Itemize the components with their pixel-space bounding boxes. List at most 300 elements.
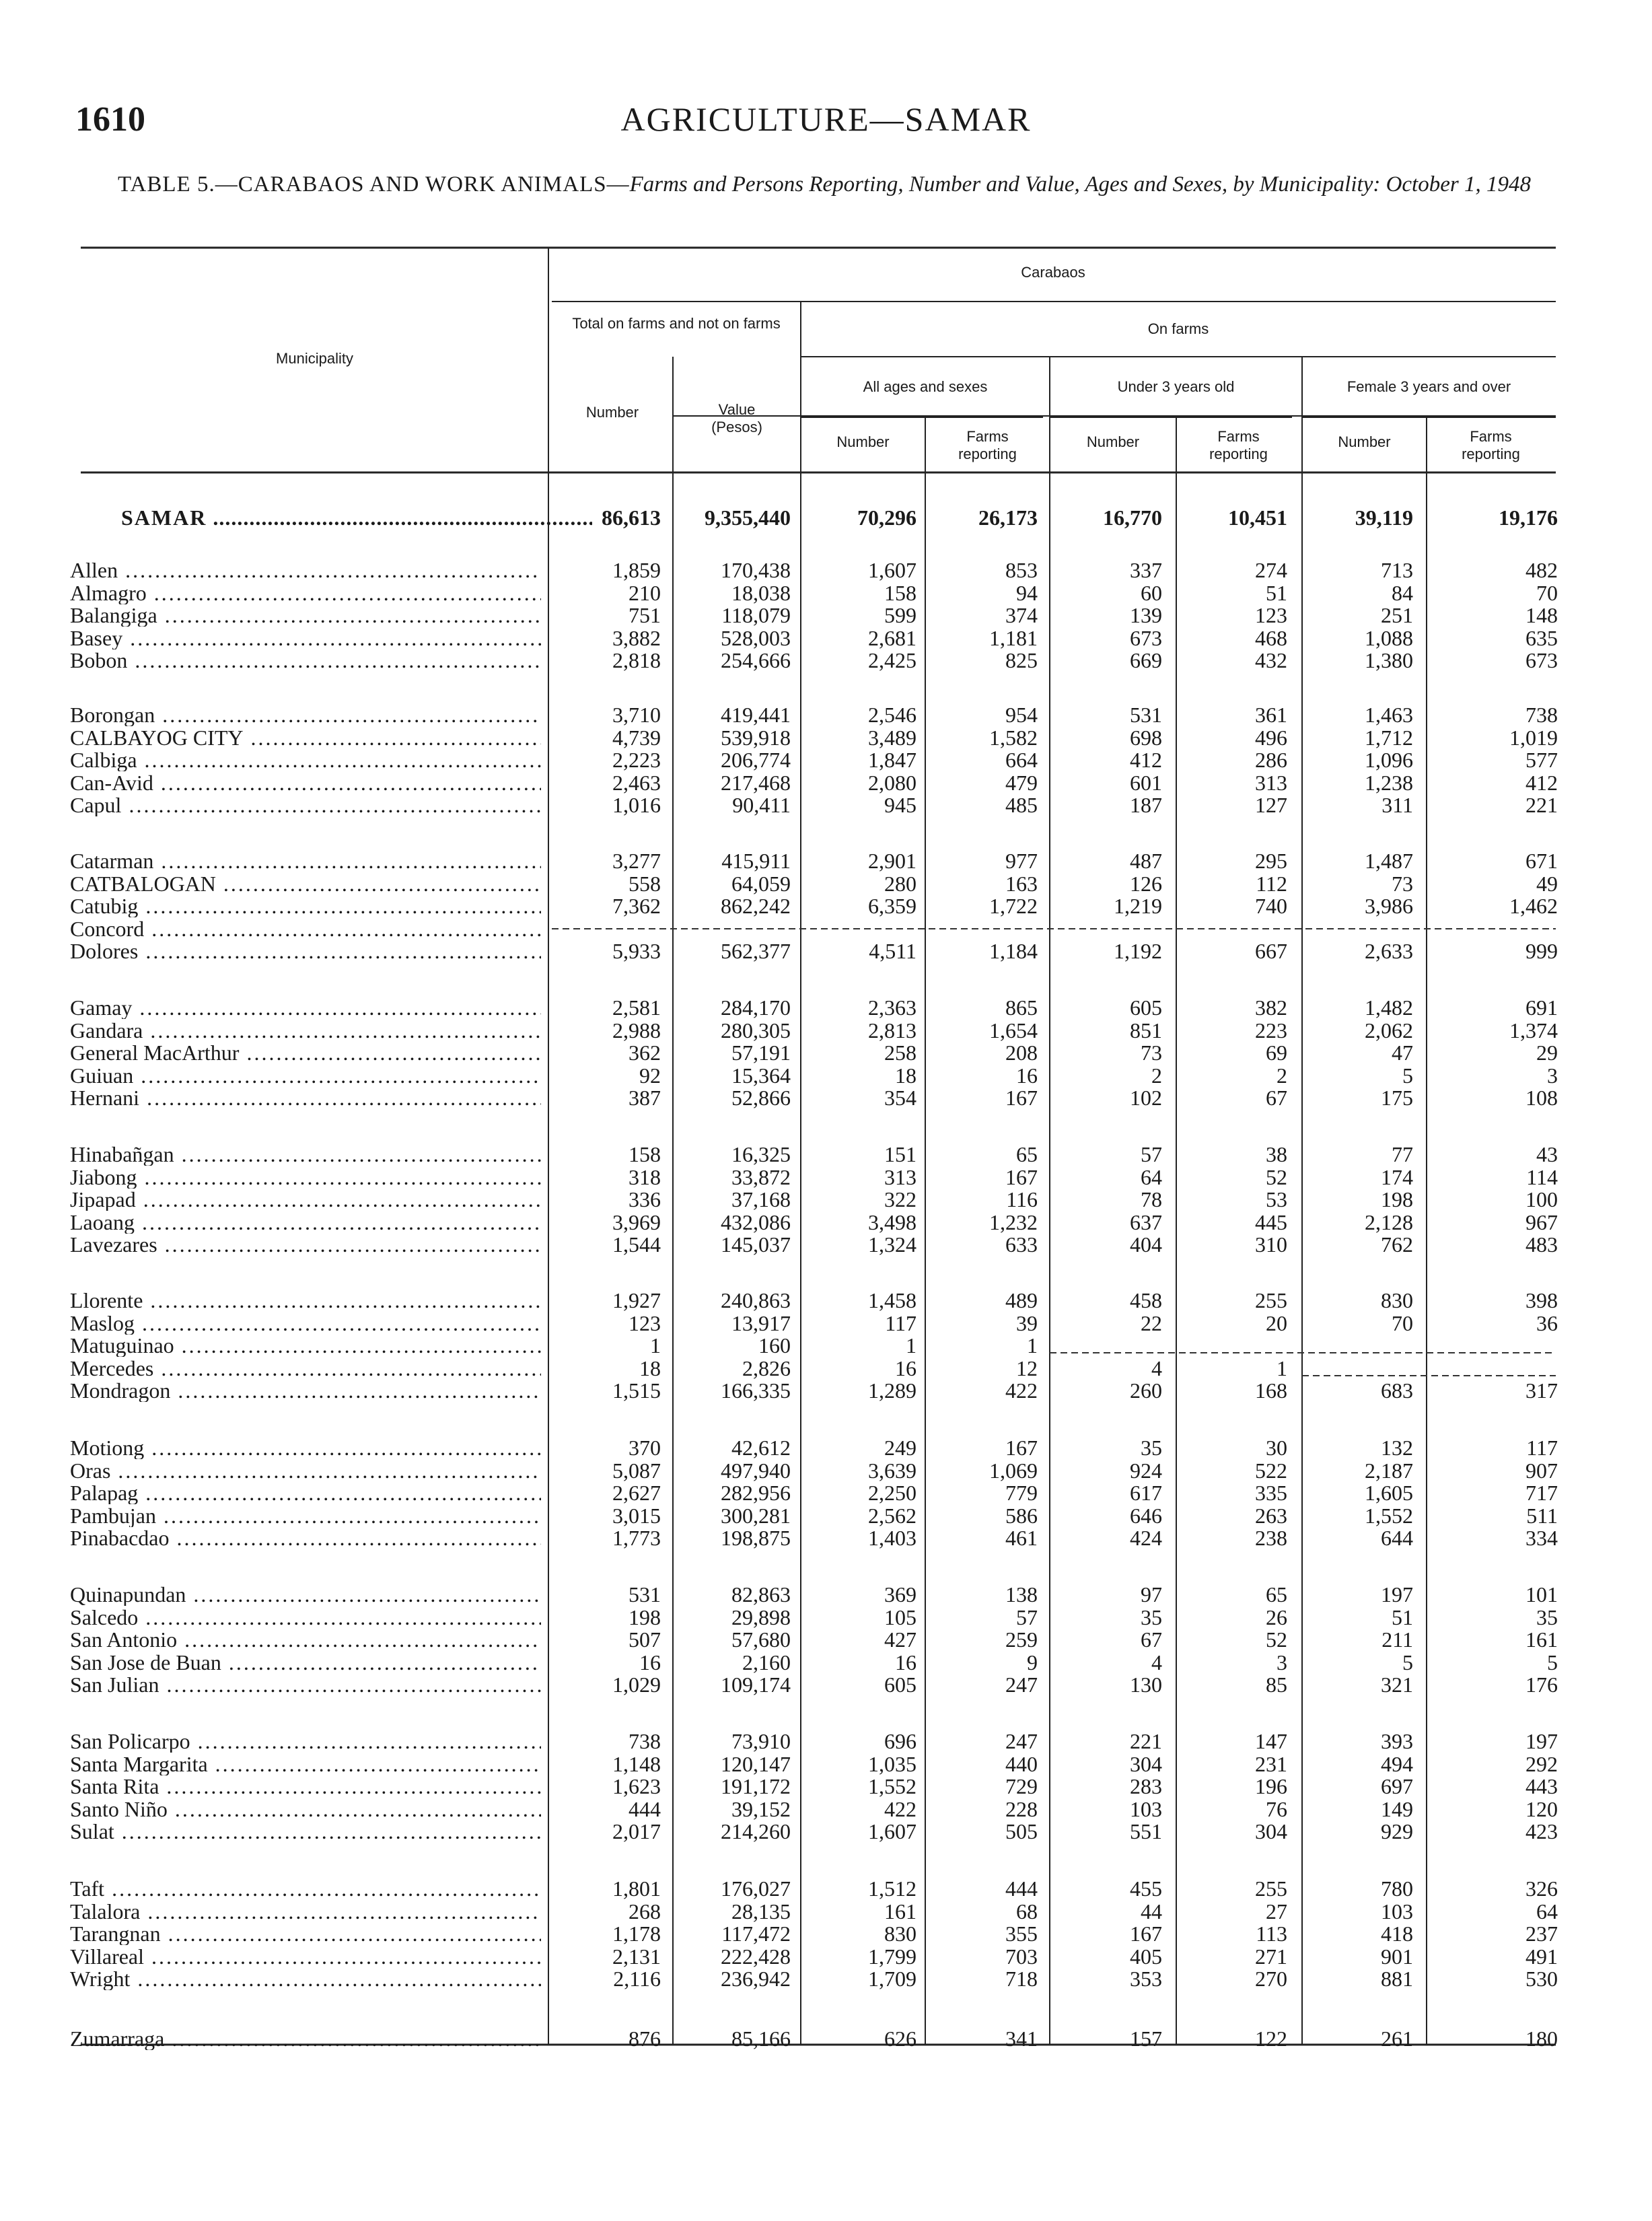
cell-value: 22	[1141, 1311, 1162, 1335]
cell-value: 691	[1525, 995, 1558, 1020]
cell-value: 1,016	[612, 793, 661, 817]
cell-value: 3,015	[612, 1504, 661, 1528]
cell-value: 249	[884, 1436, 917, 1460]
cell-value: 562,377	[721, 939, 791, 963]
cell-value: 505	[1005, 1819, 1038, 1843]
cell-value: 158	[629, 1142, 661, 1166]
cell-value: 482	[1525, 558, 1558, 582]
header-farms-female: Farms reporting	[1462, 428, 1520, 462]
cell-value: 2,116	[613, 1967, 661, 1991]
cell-value: 1,552	[868, 1774, 917, 1798]
cell-value: 174	[1381, 1165, 1413, 1189]
table-row	[0, 649, 1652, 672]
cell-value: 57,680	[731, 1627, 791, 1652]
cell-value: 740	[1255, 894, 1287, 918]
cell-value: 5	[1402, 1650, 1413, 1674]
cell-value: 1,096	[1365, 748, 1413, 772]
table-row	[0, 748, 1652, 771]
cell-value: 1,219	[1114, 894, 1162, 918]
cell-value: 57,191	[731, 1041, 791, 1065]
cell-value: 1,374	[1509, 1018, 1558, 1043]
cell-value: 176	[1525, 1672, 1558, 1697]
cell-value: 60	[1141, 581, 1162, 605]
cell-value: 2,633	[1365, 939, 1413, 963]
cell-value: 601	[1130, 771, 1162, 795]
cell-value: 65	[1266, 1582, 1287, 1607]
cell-value: 268	[629, 1899, 661, 1924]
cell-value: 2,131	[612, 1944, 661, 1969]
cell-value: 967	[1525, 1210, 1558, 1234]
cell-value: 221	[1130, 1729, 1162, 1753]
cell-value: 762	[1381, 1232, 1413, 1257]
cell-value: 862,242	[721, 894, 791, 918]
cell-value: 100	[1525, 1187, 1558, 1211]
cell-value: 84	[1392, 581, 1413, 605]
cell-value: 313	[1255, 771, 1287, 795]
cell-value: 418	[1381, 1922, 1413, 1946]
cell-value: 29,898	[731, 1605, 791, 1629]
cell-value: 422	[1005, 1378, 1038, 1403]
municipality-name: Taft .....	[70, 1877, 541, 1900]
cell-value: 644	[1381, 1526, 1413, 1550]
municipality-name: Mondragon .....	[70, 1379, 541, 1402]
table-caption-label: TABLE 5.—CARABAOS AND WORK ANIMALS—	[118, 172, 630, 197]
cell-value: 1,232	[989, 1210, 1038, 1234]
cell-value: 479	[1005, 771, 1038, 795]
municipality-name: Talalora .....	[70, 1900, 541, 1923]
cell-value: 779	[1005, 1481, 1038, 1505]
cell-value: 123	[1255, 603, 1287, 627]
cell-value: 698	[1130, 726, 1162, 750]
cell-value: 1	[1027, 1333, 1038, 1358]
cell-value: 20	[1266, 1311, 1287, 1335]
cell-value: 1,380	[1365, 648, 1413, 672]
cell-value: 197	[1525, 1729, 1558, 1753]
cell-value: 605	[1130, 995, 1162, 1020]
cell-value: 2,463	[612, 771, 661, 795]
cell-value: 3	[1547, 1063, 1558, 1088]
cell-value: 198	[1381, 1187, 1413, 1211]
cell-value: 337	[1130, 558, 1162, 582]
cell-value: 70	[1536, 581, 1558, 605]
cell-value: 455	[1130, 1876, 1162, 1901]
municipality-name: San Julian .....	[70, 1673, 541, 1696]
cell-value: 1	[906, 1333, 917, 1358]
table-row	[0, 581, 1652, 604]
cell-value: 2	[1151, 1063, 1162, 1088]
table-row	[0, 1526, 1652, 1549]
cell-value: 605	[884, 1672, 917, 1697]
cell-value: 295	[1255, 849, 1287, 873]
table-row	[0, 1900, 1652, 1923]
cell-value: 361	[1255, 703, 1287, 727]
cell-value: 300,281	[721, 1504, 791, 1528]
cell-value: 881	[1381, 1967, 1413, 1991]
cell-value: 2,187	[1365, 1458, 1413, 1483]
cell-value: 977	[1005, 849, 1038, 873]
cell-value: 321	[1381, 1672, 1413, 1697]
table-row	[0, 1481, 1652, 1504]
cell-value: 1,462	[1509, 894, 1558, 918]
cell-value: 108	[1525, 1086, 1558, 1110]
cell-value: 170,438	[721, 558, 791, 582]
table-row	[0, 2027, 1652, 2050]
cell-value: 4,511	[869, 939, 917, 963]
municipality-name: Guiuan .....	[70, 1064, 541, 1087]
cell-value: 1,088	[1365, 626, 1413, 650]
header-value: Value (Pesos)	[711, 401, 762, 435]
cell-value: 39,119	[1355, 505, 1413, 530]
cell-value: 2,818	[612, 648, 661, 672]
table-row	[0, 996, 1652, 1019]
cell-value: 865	[1005, 995, 1038, 1020]
cell-value: 2,250	[868, 1481, 917, 1505]
cell-value: 907	[1525, 1458, 1558, 1483]
cell-value: 697	[1381, 1774, 1413, 1798]
cell-value: 9	[1027, 1650, 1038, 1674]
cell-value: 1,654	[989, 1018, 1038, 1043]
cell-value: 1,463	[1365, 703, 1413, 727]
cell-value: 5,087	[612, 1458, 661, 1483]
cell-value: 851	[1130, 1018, 1162, 1043]
cell-value: 825	[1005, 648, 1038, 672]
municipality-name: Matuguinao .....	[70, 1334, 541, 1357]
cell-value: 85,166	[731, 2026, 791, 2051]
municipality-name: Santo Niño .....	[70, 1798, 541, 1821]
cell-value: 148	[1525, 603, 1558, 627]
cell-value: 139	[1130, 603, 1162, 627]
table-row	[0, 1775, 1652, 1798]
table-row	[0, 1945, 1652, 1968]
cell-value: 445	[1255, 1210, 1287, 1234]
cell-value: 1,192	[1114, 939, 1162, 963]
cell-value: 551	[1130, 1819, 1162, 1843]
cell-value: 929	[1381, 1819, 1413, 1843]
table-row	[0, 1188, 1652, 1211]
cell-value: 1,799	[868, 1944, 917, 1969]
cell-value: 945	[884, 793, 917, 817]
cell-value: 3,277	[612, 849, 661, 873]
page-number: 1610	[75, 100, 145, 139]
cell-value: 103	[1130, 1797, 1162, 1821]
header-number-total: Number	[585, 404, 639, 421]
municipality-name: Gandara .....	[70, 1019, 541, 1042]
municipality-name: Tarangnan .....	[70, 1922, 541, 1945]
running-head: AGRICULTURE—SAMAR	[620, 100, 1032, 138]
cell-value: 101	[1525, 1582, 1558, 1607]
cell-value: 4,739	[612, 726, 661, 750]
cell-value: 237	[1525, 1922, 1558, 1946]
cell-value: 44	[1141, 1899, 1162, 1924]
cell-value: 49	[1536, 872, 1558, 896]
cell-value: 132	[1381, 1436, 1413, 1460]
cell-value: 117	[885, 1311, 917, 1335]
cell-value: 211	[1381, 1627, 1413, 1652]
header-under-3: Under 3 years old	[1117, 378, 1235, 395]
cell-value: 318	[629, 1165, 661, 1189]
municipality-name: Allen .....	[70, 559, 541, 581]
cell-value: 33,872	[731, 1165, 791, 1189]
cell-value: 69	[1266, 1041, 1287, 1065]
cell-value: 3,882	[612, 626, 661, 650]
cell-value: 187	[1130, 793, 1162, 817]
cell-value: 9,355,440	[705, 505, 791, 530]
cell-value: 228	[1005, 1797, 1038, 1821]
cell-value: 1,178	[612, 1922, 661, 1946]
cell-value: 42,612	[731, 1436, 791, 1460]
cell-value: 522	[1255, 1458, 1287, 1483]
cell-value: 311	[1381, 793, 1413, 817]
cell-value: 70	[1392, 1311, 1413, 1335]
cell-value: 29	[1536, 1041, 1558, 1065]
cell-value: 1,552	[1365, 1504, 1413, 1528]
cell-value: 149	[1381, 1797, 1413, 1821]
municipality-name: Sulat .....	[70, 1820, 541, 1843]
cell-value: 1,515	[612, 1378, 661, 1403]
cell-value: 175	[1381, 1086, 1413, 1110]
cell-value: 90,411	[732, 793, 791, 817]
table-row	[0, 1922, 1652, 1945]
cell-value: 16	[895, 1650, 917, 1674]
cell-value: 335	[1255, 1481, 1287, 1505]
cell-value: 280,305	[721, 1018, 791, 1043]
cell-value: 427	[884, 1627, 917, 1652]
cell-value: 1,289	[868, 1378, 917, 1403]
header-carabaos: Carabaos	[1021, 264, 1085, 281]
cell-value: 221	[1525, 793, 1558, 817]
table-row	[0, 1019, 1652, 1042]
cell-value: 18	[639, 1356, 661, 1380]
cell-value: 310	[1255, 1232, 1287, 1257]
cell-value: 283	[1130, 1774, 1162, 1798]
cell-value: 703	[1005, 1944, 1038, 1969]
municipality-name: Palapag .....	[70, 1481, 541, 1504]
cell-value: 118,079	[721, 603, 791, 627]
cell-value: 73	[1141, 1041, 1162, 1065]
cell-value: 73	[1392, 872, 1413, 896]
cell-value: 1,148	[612, 1752, 661, 1776]
cell-value: 109,174	[721, 1672, 791, 1697]
table-row	[0, 1041, 1652, 1064]
cell-value: 167	[1005, 1165, 1038, 1189]
cell-value: 497,940	[721, 1458, 791, 1483]
cell-value: 531	[629, 1582, 661, 1607]
cell-value: 424	[1130, 1526, 1162, 1550]
cell-value: 1,709	[868, 1967, 917, 1991]
table-row	[0, 1673, 1652, 1696]
cell-value: 286	[1255, 748, 1287, 772]
cell-value: 713	[1381, 558, 1413, 582]
cell-value: 304	[1130, 1752, 1162, 1776]
cell-value: 255	[1255, 1288, 1287, 1312]
cell-value: 38	[1266, 1142, 1287, 1166]
cell-value: 3,969	[612, 1210, 661, 1234]
municipality-name: Salcedo .....	[70, 1606, 541, 1629]
cell-value: 531	[1130, 703, 1162, 727]
cell-value: 2,062	[1365, 1018, 1413, 1043]
municipality-name: San Policarpo .....	[70, 1730, 541, 1753]
table-row	[0, 1379, 1652, 1402]
cell-value: 238	[1255, 1526, 1287, 1550]
cell-value: 18	[895, 1063, 917, 1088]
cell-value: 1,181	[989, 626, 1038, 650]
cell-value: 6,359	[868, 894, 917, 918]
cell-value: 2,826	[742, 1356, 791, 1380]
header-total-group: Total on farms and not on farms	[572, 315, 781, 332]
municipality-name: Motiong .....	[70, 1436, 541, 1459]
municipality-name: Wright .....	[70, 1967, 541, 1990]
cell-value: 577	[1525, 748, 1558, 772]
cell-value: 12	[1016, 1356, 1038, 1380]
cell-value: 443	[1525, 1774, 1558, 1798]
table-row	[0, 1651, 1652, 1674]
cell-value: 147	[1255, 1729, 1287, 1753]
cell-value: 353	[1130, 1967, 1162, 1991]
cell-value: 112	[1256, 872, 1287, 896]
table-row	[0, 1877, 1652, 1900]
cell-value: 1,607	[868, 558, 917, 582]
cell-value: 78	[1141, 1187, 1162, 1211]
cell-value: 67	[1141, 1627, 1162, 1652]
cell-value: 3,489	[868, 726, 917, 750]
cell-value: 422	[884, 1797, 917, 1821]
table-row	[0, 1504, 1652, 1527]
cell-value: 558	[629, 872, 661, 896]
table-row	[0, 1820, 1652, 1843]
municipality-name: Catubig .....	[70, 894, 541, 917]
cell-value: 635	[1525, 626, 1558, 650]
cell-value: 77	[1392, 1142, 1413, 1166]
cell-value: 494	[1381, 1752, 1413, 1776]
cell-value: 528,003	[721, 626, 791, 650]
table-row	[0, 1628, 1652, 1651]
cell-value: 924	[1130, 1458, 1162, 1483]
cell-value: 191,172	[721, 1774, 791, 1798]
cell-value: 260	[1130, 1378, 1162, 1403]
cell-value: 247	[1005, 1729, 1038, 1753]
cell-value: 1,069	[989, 1458, 1038, 1483]
cell-value: 19,176	[1499, 505, 1558, 530]
cell-value: 729	[1005, 1774, 1038, 1798]
cell-value: 35	[1141, 1436, 1162, 1460]
cell-value: 2,080	[868, 771, 917, 795]
cell-value: 52	[1266, 1165, 1287, 1189]
cell-value: 151	[884, 1142, 917, 1166]
cell-value: 26,173	[978, 505, 1038, 530]
cell-value: 751	[629, 603, 661, 627]
cell-value: 830	[884, 1922, 917, 1946]
cell-value: 853	[1005, 558, 1038, 582]
cell-value: 240,863	[721, 1288, 791, 1312]
municipality-name: Balangiga .....	[70, 604, 541, 627]
table-row	[0, 559, 1652, 581]
table-row	[0, 1583, 1652, 1606]
cell-value: 2,425	[868, 648, 917, 672]
cell-value: 282,956	[721, 1481, 791, 1505]
cell-value: 7,362	[612, 894, 661, 918]
municipality-name: Pambujan .....	[70, 1504, 541, 1527]
cell-value: 217,468	[721, 771, 791, 795]
cell-value: 370	[629, 1436, 661, 1460]
header-number-under3: Number	[1086, 433, 1140, 450]
cell-value: 432	[1255, 648, 1287, 672]
cell-value: 440	[1005, 1752, 1038, 1776]
cell-value: 259	[1005, 1627, 1038, 1652]
cell-value: 236,942	[721, 1967, 791, 1991]
municipality-name: Basey .....	[70, 627, 541, 649]
cell-value: 738	[1525, 703, 1558, 727]
cell-value: 163	[1005, 872, 1038, 896]
cell-value: 718	[1005, 1967, 1038, 1991]
cell-value: 671	[1525, 849, 1558, 873]
cell-value: 251	[1381, 603, 1413, 627]
municipality-name: Bobon .....	[70, 649, 541, 672]
cell-value: 1,847	[868, 748, 917, 772]
municipality-name: Hernani .....	[70, 1086, 541, 1109]
cell-value: 3,710	[612, 703, 661, 727]
cell-value: 222,428	[721, 1944, 791, 1969]
cell-value: 599	[884, 603, 917, 627]
cell-value: 16	[639, 1650, 661, 1674]
cell-value: 313	[884, 1165, 917, 1189]
cell-value: 122	[1255, 2026, 1287, 2051]
cell-value: 780	[1381, 1876, 1413, 1901]
cell-value: 1,927	[612, 1288, 661, 1312]
cell-value: 97	[1141, 1582, 1162, 1607]
cell-value: 1,035	[868, 1752, 917, 1776]
cell-value: 2,363	[868, 995, 917, 1020]
cell-value: 114	[1526, 1165, 1558, 1189]
table-row	[0, 1436, 1652, 1459]
cell-value: 270	[1255, 1967, 1287, 1991]
cell-value: 487	[1130, 849, 1162, 873]
cell-value: 1,773	[612, 1526, 661, 1550]
municipality-name: Dolores .....	[70, 940, 541, 962]
cell-value: 127	[1255, 793, 1287, 817]
cell-value: 586	[1005, 1504, 1038, 1528]
municipality-name: Santa Margarita .....	[70, 1753, 541, 1775]
table-row	[0, 1143, 1652, 1166]
municipality-name: Borongan .....	[70, 703, 541, 726]
cell-value: 2,681	[868, 626, 917, 650]
cell-value: 198,875	[721, 1526, 791, 1550]
header-on-farms: On farms	[1147, 320, 1209, 337]
table-row	[0, 1357, 1652, 1380]
cell-value: 64	[1536, 1899, 1558, 1924]
cell-value: 667	[1255, 939, 1287, 963]
cell-value: 485	[1005, 793, 1038, 817]
cell-value: 1	[1277, 1356, 1287, 1380]
municipality-name: CATBALOGAN .....	[70, 872, 541, 895]
cell-value: 68	[1016, 1899, 1038, 1924]
cell-value: 1,482	[1365, 995, 1413, 1020]
table-caption-rest: Farms and Persons Reporting, Number and Value, Ages and Sexes, by Municipality: October 1, 1948	[629, 172, 1531, 197]
cell-value: 1,487	[1365, 849, 1413, 873]
header-municipality: Municipality	[276, 350, 353, 367]
cell-value: 67	[1266, 1086, 1287, 1110]
cell-value: 52	[1266, 1627, 1287, 1652]
cell-value: 35	[1141, 1605, 1162, 1629]
cell-value: 483	[1525, 1232, 1558, 1257]
municipality-name: Quinapundan .....	[70, 1583, 541, 1606]
cell-value: 116	[1006, 1187, 1038, 1211]
cell-value: 2,988	[612, 1018, 661, 1043]
cell-value: 180	[1525, 2026, 1558, 2051]
cell-value: 57	[1016, 1605, 1038, 1629]
cell-value: 664	[1005, 748, 1038, 772]
cell-value: 673	[1525, 648, 1558, 672]
cell-value: 13,917	[731, 1311, 791, 1335]
